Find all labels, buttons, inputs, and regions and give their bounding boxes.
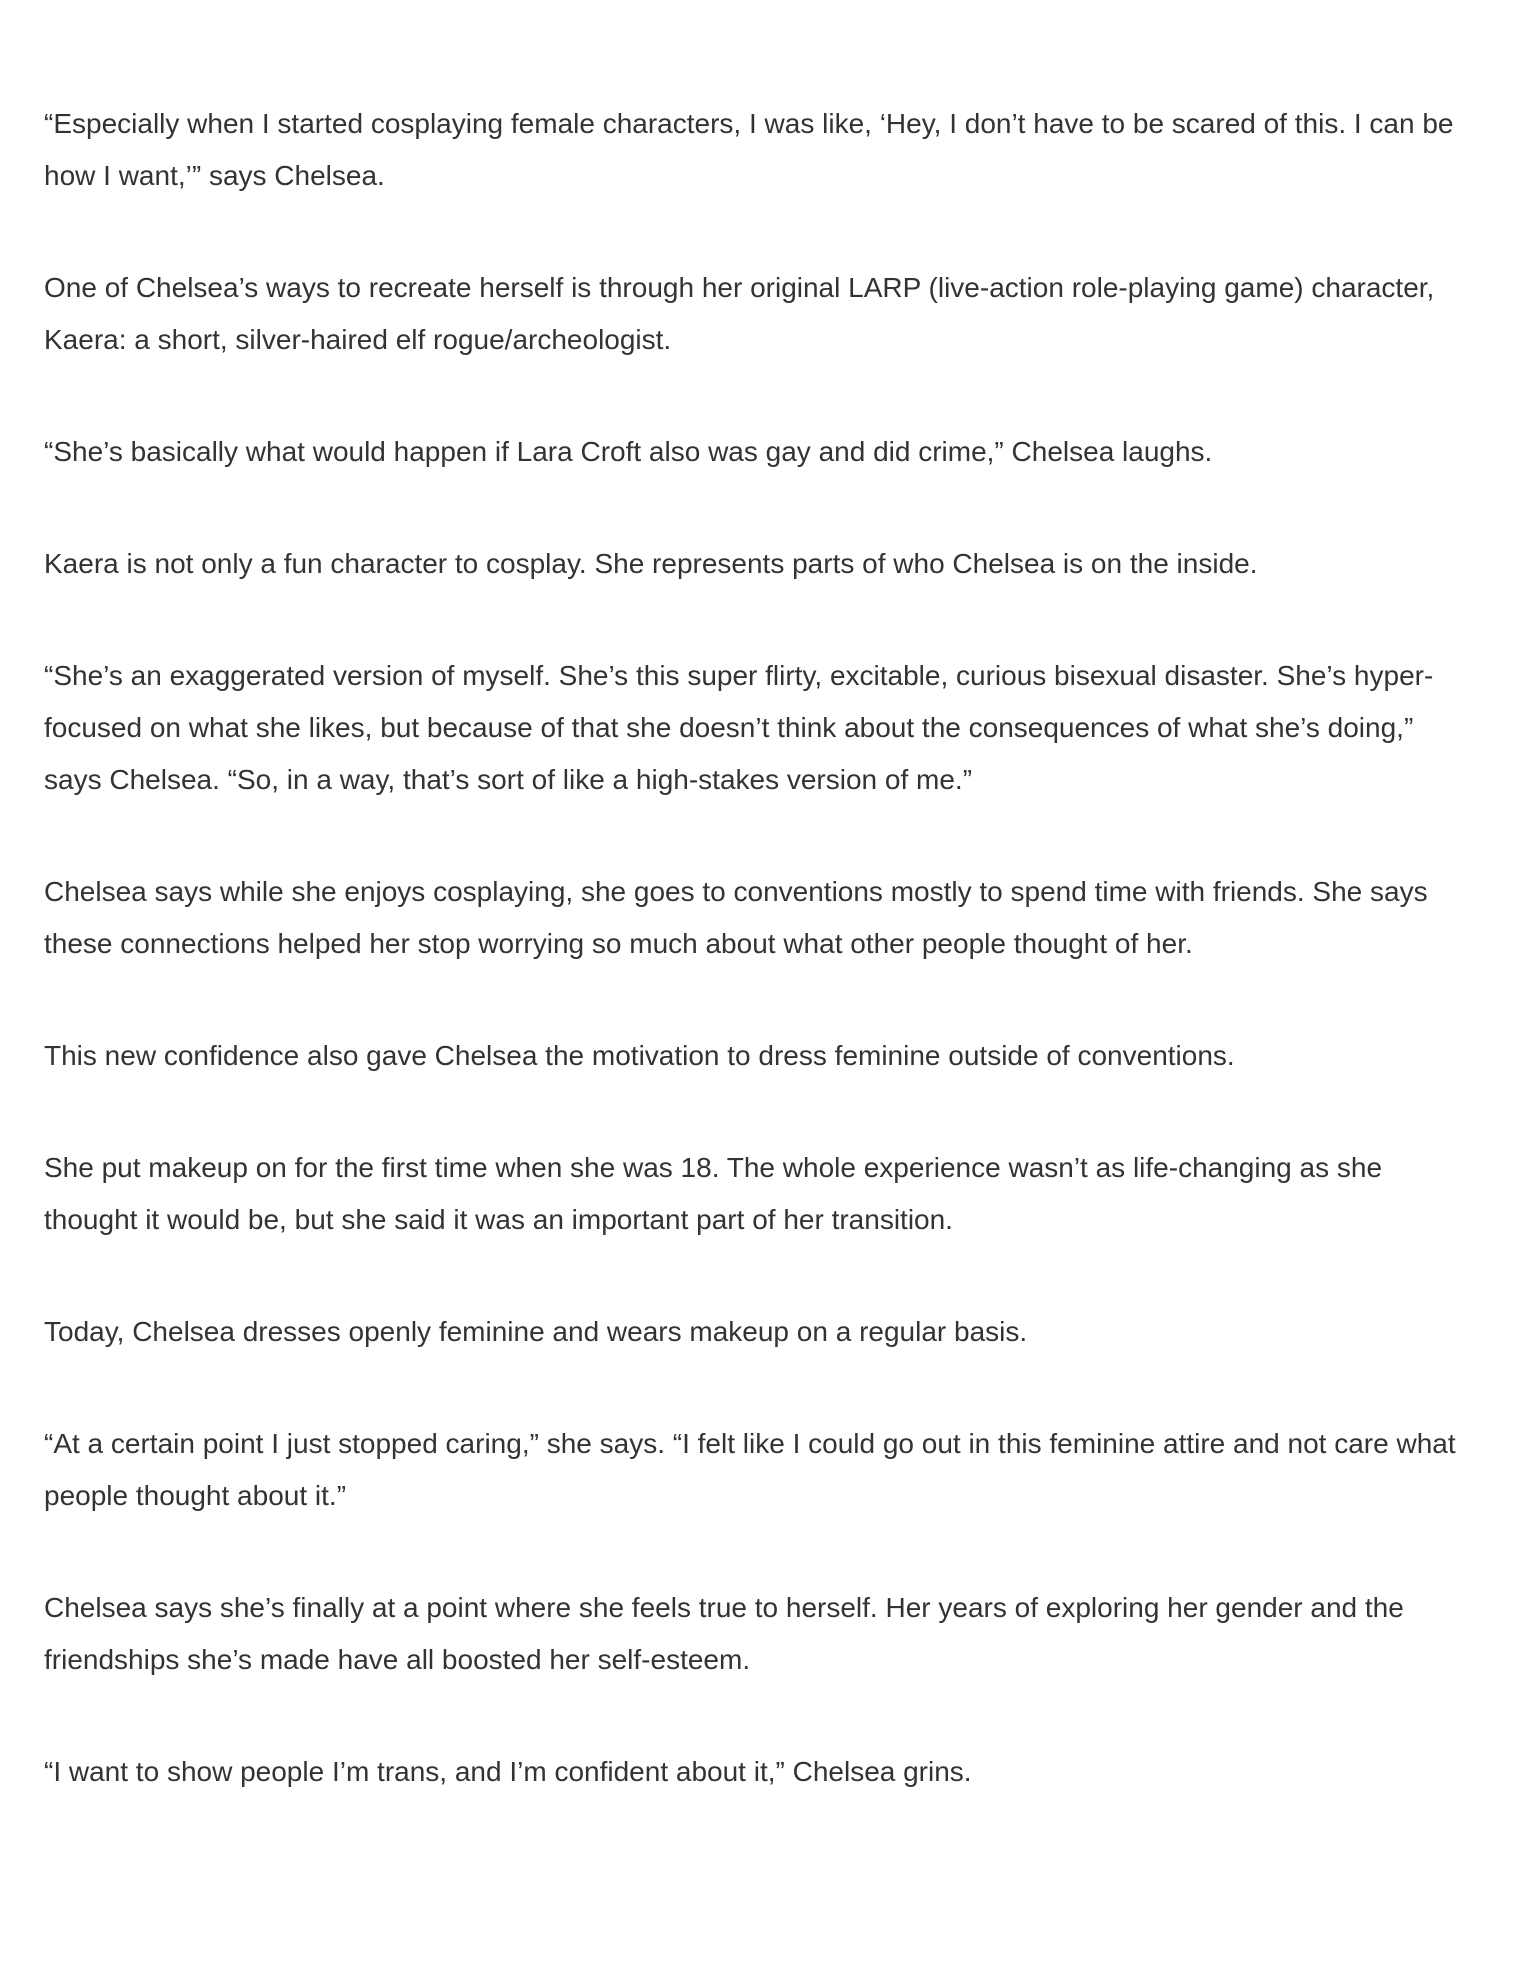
article-paragraph: Chelsea says while she enjoys cosplaying, she goes to conventions mostly to spend time with friends. She says these connections helped her stop worrying so much about what other people thought of her. <box>44 876 1428 959</box>
article-paragraph: “I want to show people I’m trans, and I’m confident about it,” Chelsea grins. <box>44 1756 972 1787</box>
article-paragraph: She put makeup on for the first time when she was 18. The whole experience wasn’t as life-changing as she thought it would be, but she said it was an important part of her transition. <box>44 1152 1383 1235</box>
article-paragraph: “Especially when I started cosplaying female characters, I was like, ‘Hey, I don’t have to be scared of this. I can be how I want,’” says Chelsea. <box>44 108 1454 191</box>
article-paragraph: Kaera is not only a fun character to cosplay. She represents parts of who Chelsea is on the inside. <box>44 548 1258 579</box>
article-paragraph: One of Chelsea’s ways to recreate herself is through her original LARP (live-action role-playing game) character, Kaera: a short, silver-haired elf rogue/archeologist. <box>44 272 1435 355</box>
article-paragraph: Chelsea says she’s finally at a point where she feels true to herself. Her years of exploring her gender and the friendships she’s made have all boosted her self-esteem. <box>44 1592 1404 1675</box>
article-paragraph: Today, Chelsea dresses openly feminine and wears makeup on a regular basis. <box>44 1316 1028 1347</box>
article-body <box>44 98 1464 1858</box>
article-paragraph: “At a certain point I just stopped caring,” she says. “I felt like I could go out in this feminine attire and not care what people thought about it.” <box>44 1428 1456 1511</box>
article-paragraph: This new confidence also gave Chelsea the motivation to dress feminine outside of conventions. <box>44 1040 1235 1071</box>
article-paragraph: “She’s basically what would happen if Lara Croft also was gay and did crime,” Chelsea laughs. <box>44 436 1213 467</box>
article-paragraph: “She’s an exaggerated version of myself. She’s this super flirty, excitable, curious bisexual disaster. She’s hyper-focused on what she likes, but because of that she doesn’t think about the consequences of what she’s doing,” says Chelsea. “So, in a way, that’s sort of like a high-stakes version of me.” <box>44 660 1434 795</box>
